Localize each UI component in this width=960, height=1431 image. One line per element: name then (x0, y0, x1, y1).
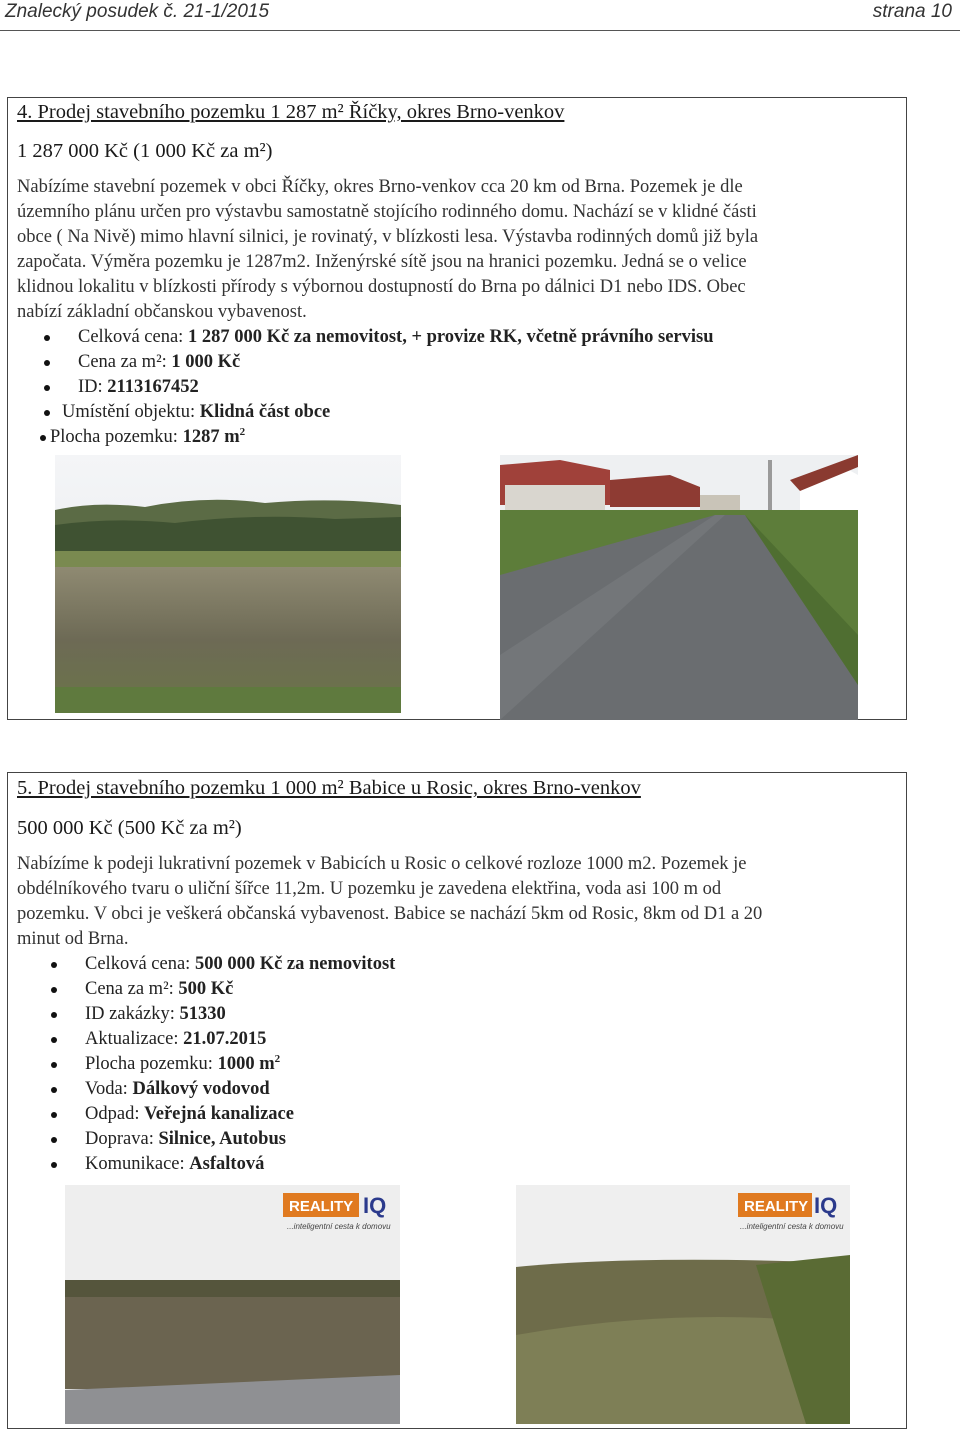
document-title: Znalecký posudek č. 21-1/2015 (5, 1, 270, 22)
description-line: územního plánu určen pro výstavbu samostatně stojícího rodinného domu. Nachází se v klidné části (17, 202, 757, 222)
header-divider (0, 30, 960, 31)
bullet-item: Celková cena: 500 000 Kč za nemovitost (85, 952, 395, 977)
bullet-item: Aktualizace: 21.07.2015 (85, 1027, 395, 1052)
bullet-item: ID: 2113167452 (78, 375, 714, 400)
description-line: započata. Výměra pozemku je 1287m2. Inženýrské sítě jsou na hranici pozemku. Jedná se o velice (17, 252, 747, 272)
bullet-item: Plocha pozemku: 1000 $m^2$ (85, 1052, 395, 1077)
svg-text:...inteligentní cesta k domovu: ...inteligentní cesta k domovu (287, 1222, 391, 1231)
listing-description (17, 852, 897, 952)
listing-description (17, 175, 897, 325)
bullet-item: ID zakázky: 51330 (85, 1002, 395, 1027)
bullet-item: Umístění objektu: Klidná část obce (62, 400, 698, 425)
bullet-item: Celková cena: 1 287 000 Kč za nemovitost, + provize RK, včetně právního servisu (78, 325, 714, 350)
listing-price: 1 287 000 Kč (1 000 Kč za m²) (17, 140, 273, 162)
svg-text:IQ: IQ (363, 1193, 387, 1218)
page-number: strana 10 (872, 1, 952, 22)
bullet-item: Doprava: Silnice, Autobus (85, 1127, 395, 1152)
svg-text:...inteligentní cesta k domovu: ...inteligentní cesta k domovu (740, 1222, 844, 1231)
listing-4-box (7, 97, 907, 720)
listing-title: 5. Prodej stavebního pozemku 1 000 m² Babice u Rosic, okres Brno-venkov (17, 777, 641, 799)
listing-title: 4. Prodej stavebního pozemku 1 287 m² Říčky, okres Brno-venkov (17, 101, 565, 123)
page-header (0, 0, 960, 28)
reality-logo (283, 1193, 391, 1231)
photo-field-forest (55, 455, 401, 713)
svg-text:REALITY: REALITY (744, 1198, 809, 1215)
description-line: pozemku. V obci je veškerá občanská vybavenost. Babice se nachází 5km od Rosic, 8km od D1 a 20 (17, 904, 763, 924)
reality-logo (738, 1193, 844, 1231)
description-line: obce ( Na Nivě) mimo hlavní silnici, je rovinatý, v blízkosti lesa. Výstavba rodinných domů již byla (17, 227, 759, 247)
listing-bullet-list (50, 325, 714, 450)
description-line: nabízí základní občanskou vybavenost. (17, 302, 307, 322)
bullet-item: Komunikace: Asfaltová (85, 1152, 395, 1177)
photo-road-houses (500, 455, 858, 720)
description-line: minut od Brna. (17, 929, 129, 949)
svg-text:IQ: IQ (814, 1193, 838, 1218)
bullet-item: Cena za m²: 1 000 Kč (78, 350, 714, 375)
description-line: klidnou lokalitu v blízkosti přírody s výbornou dostupností do Brna po dálnici D1 nebo IDS. Obec (17, 277, 746, 297)
description-line: Nabízíme stavební pozemek v obci Říčky, okres Brno-venkov cca 20 km od Brna. Pozemek je dle (17, 177, 743, 197)
bullet-item: Odpad: Veřejná kanalizace (85, 1102, 395, 1127)
listing-5-box (7, 772, 907, 1429)
listing-bullet-list (85, 952, 395, 1177)
bullet-item: Voda: Dálkový vodovod (85, 1077, 395, 1102)
bullet-item: Cena za m²: 500 Kč (85, 977, 395, 1002)
svg-text:REALITY: REALITY (289, 1198, 354, 1215)
description-line: obdélníkového tvaru o uliční šířce 11,2m. U pozemku je zavedena elektřina, voda asi 100 m od (17, 879, 722, 899)
description-line: Nabízíme k podeji lukrativní pozemek v Babicích u Rosic o celkové rozloze 1000 m2. Pozemek je (17, 854, 747, 874)
photo-overcast-field (65, 1185, 400, 1424)
photo-hillside-field (516, 1185, 850, 1424)
listing-price: 500 000 Kč (500 Kč za m²) (17, 817, 242, 839)
bullet-item: Plocha pozemku: 1287 $m^2$ (50, 425, 686, 450)
